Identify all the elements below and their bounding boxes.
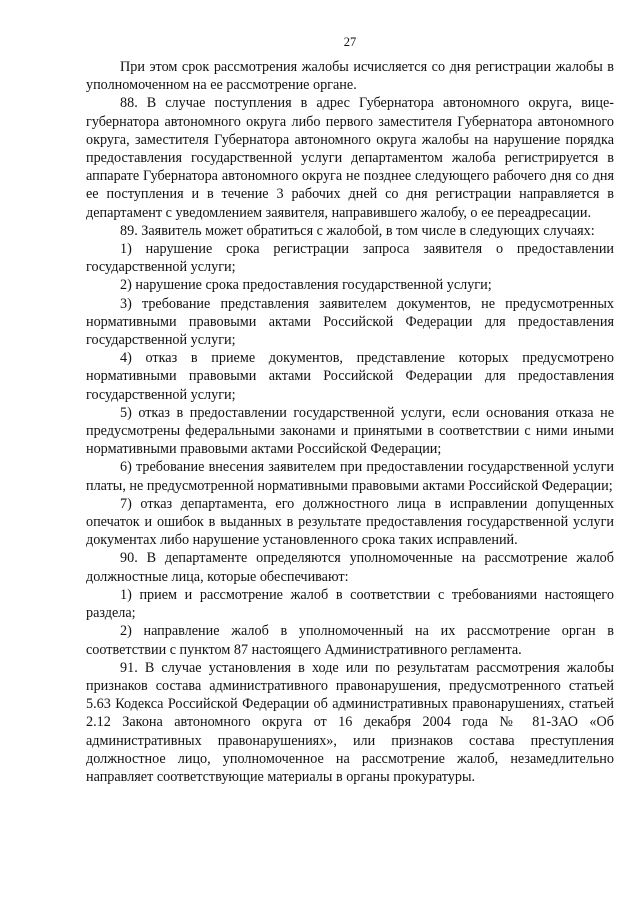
list-item-90-1: 1) прием и рассмотрение жалоб в соответствии с требованиями настоящего раздела; [86, 586, 614, 622]
list-item-89-2: 2) нарушение срока предоставления государственной услуги; [120, 277, 492, 294]
page-number: 27 [343, 35, 357, 49]
list-item-89-6: 6) требование внесения заявителем при предоставлении государственной услуги платы, не предусмотренной нормативными правовыми актами Российской Федерации; [86, 459, 614, 494]
list-item-89-7: 7) отказ департамента, его должностного лица в исправлении допущенных опечаток и ошибок в выданных в результате предоставления государственной услуги документах либо нарушение установленного срока таких исправлений. [86, 495, 614, 549]
paragraph-91: 91. В случае установления в ходе или по результатам рассмотрения жалобы признаков состава административного правонарушения, предусмотренного статьей 5.63 Кодекса Российской Федерации об административных правонарушениях, статьей 2.12 Закона автономного округа от 16 декабря 2004 года № 81-ЗАО «Об административных правонарушениях», или признаков состава преступления должностное лицо, уполномоченное на рассмотрение жалоб, незамедлительно направляет соответствующие материалы в органы прокуратуры. [86, 659, 614, 785]
document-page [86, 34, 614, 786]
list-item-89-4: 4) отказ в приеме документов, представление которых предусмотрено нормативными правовыми актами Российской Федерации для предоставления государственной услуги; [86, 350, 614, 403]
list-item-90-2: 2) направление жалоб в уполномоченный на их рассмотрение орган в соответствии с пунктом 87 настоящего Административного регламента. [86, 623, 614, 658]
paragraph-88: 88. В случае поступления в адрес Губернатора автономного округа, вице-губернатора автономного округа либо первого заместителя Губернатора автономного округа, заместителя Губернатора автономного округа жалобы на нарушение порядка предоставления государственной услуги департаментом жалоба регистрируется в аппарате Губернатора автономного округа не позднее следующего рабочего дня со дня ее поступления и в течение 3 рабочих дней со дня регистрации направляется в департамент с уведомлением заявителя, направившего жалобу, о ее переадресации. [86, 95, 614, 221]
list-item-89-1: 1) нарушение срока регистрации запроса заявителя о предоставлении государственной услуги; [86, 241, 614, 276]
list-item-89-5: 5) отказ в предоставлении государственной услуги, если основания отказа не предусмотрены федеральными законами и принятыми в соответствии с ними иными нормативными правовыми актами Российской Федерации; [86, 404, 614, 458]
paragraph-complaint-term: При этом срок рассмотрения жалобы исчисляется со дня регистрации жалобы в уполномоченном на ее рассмотрение органе. [86, 59, 614, 94]
list-item-89-3: 3) требование представления заявителем документов, не предусмотренных нормативными правовыми актами Российской Федерации для предоставления государственной услуги; [86, 295, 614, 349]
paragraph-90: 90. В департаменте определяются уполномоченные на рассмотрение жалоб должностные лица, которые обеспечивают: [86, 550, 614, 585]
paragraph-89: 89. Заявитель может обратиться с жалобой, в том числе в следующих случаях: [120, 222, 595, 239]
